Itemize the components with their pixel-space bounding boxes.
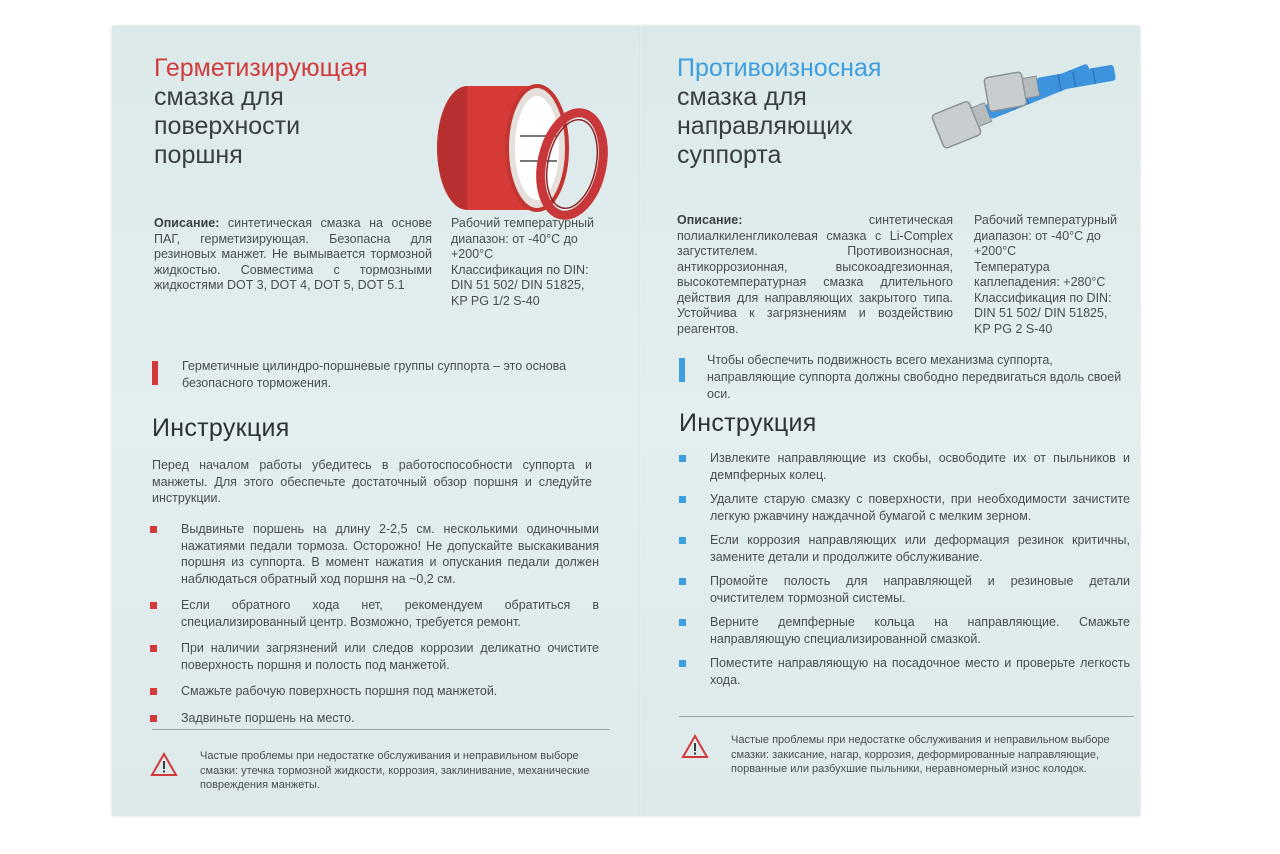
right-heading: Инструкция: [679, 409, 817, 437]
step-bullet: [150, 688, 157, 695]
right-step: [710, 450, 1130, 483]
left-warning: Частые проблемы при недостатке обслуживания и неправильном выборе смазки: утечка тормозной жидкости, коррозия, заклинивание, механические повреждения манжеты.: [200, 750, 590, 791]
right-spec-line2: диапазон: от -40°С до: [974, 228, 1101, 243]
right-page: [641, 26, 1140, 816]
right-step-text: Промойте полость для направляющей и резиновые детали очистителем тормозной системы.: [710, 574, 1130, 605]
step-bullet: [679, 537, 686, 544]
right-spec-line1: Рабочий температурный: [974, 213, 1117, 227]
left-step-text: Если обратного хода нет, рекомендуем обратиться в специализированный центр. Возможно, требуется ремонт.: [181, 598, 599, 629]
left-step: [181, 597, 599, 630]
right-title: [677, 54, 881, 170]
right-step-text: Если коррозия направляющих или деформация резинок критичны, замените детали и продолжите обслуживание.: [710, 533, 1130, 564]
right-description: [677, 213, 953, 337]
right-step: [710, 573, 1130, 606]
left-description-label: Описание:: [154, 216, 220, 230]
right-note-bar: [679, 358, 685, 382]
right-spec-line4: Температура: [974, 259, 1050, 274]
right-step-text: Поместите направляющую на посадочное место и проверьте легкость хода.: [710, 656, 1130, 687]
left-specs: [451, 216, 621, 309]
right-spec-line5: каплепадения: +280°С: [974, 275, 1106, 289]
right-warning: Частые проблемы при недостатке обслуживания и неправильном выборе смазки: закисание, нагар, коррозия, деформированные направляющие, порванные или разбухшие пыльники, неравномерный износ колодок.: [731, 734, 1110, 775]
right-spec-line7: DIN 51 502/ DIN 51825,: [974, 306, 1108, 320]
right-step-text: Удалите старую смазку с поверхности, при необходимости зачистите легкую ржавчину наждачной бумагой с мелким зерном.: [710, 492, 1130, 523]
left-spec-line3: +200°С: [451, 247, 494, 261]
left-title: [154, 54, 368, 170]
right-specs: [974, 213, 1134, 337]
step-bullet: [150, 526, 157, 533]
step-bullet: [150, 602, 157, 609]
left-spec-line5: DIN 51 502/ DIN 51825,: [451, 278, 585, 292]
right-step: [710, 532, 1130, 565]
step-bullet: [679, 578, 686, 585]
left-title-accent: Герметизирующая: [154, 54, 368, 82]
left-steps: [181, 521, 599, 726]
right-step: [710, 655, 1130, 688]
left-step-text: Выдвиньте поршень на длину 2-2,5 см. несколькими одиночными нажатиями педали тормоза. Осторожно! Не допускайте выскакивания поршня из суппорта. В момент нажатия и опускания педали должен наблюдаться обратный ход поршня на ~0,2 см.: [181, 522, 599, 586]
left-heading: Инструкция: [152, 414, 290, 442]
left-spec-line1: Рабочий температурный: [451, 216, 594, 230]
left-spec-line6: KP PG 1/2 S-40: [451, 293, 540, 308]
right-step: [710, 614, 1130, 647]
step-bullet: [150, 715, 157, 722]
left-step-text: Смажьте рабочую поверхность поршня под манжетой.: [181, 684, 498, 698]
left-step: [181, 710, 599, 727]
right-note: Чтобы обеспечить подвижность всего механизма суппорта, направляющие суппорта должны свободно передвигаться вдоль своей оси.: [707, 353, 1122, 401]
right-title-accent: Противоизносная: [677, 54, 882, 82]
left-note-bar: [152, 361, 158, 385]
right-description-label: Описание:: [677, 213, 743, 227]
step-bullet: [679, 660, 686, 667]
left-step: [181, 640, 599, 673]
warning-icon: [150, 752, 178, 777]
right-title-line4: суппорта: [677, 141, 782, 169]
left-step: [181, 683, 599, 700]
left-title-line3: поверхности: [154, 112, 301, 140]
left-spec-line4: Классификация по DIN:: [451, 262, 589, 277]
right-step: [710, 491, 1130, 524]
step-bullet: [679, 619, 686, 626]
right-title-line3: направляющих: [677, 112, 853, 140]
step-bullet: [150, 645, 157, 652]
right-step-text: Извлеките направляющие из скобы, освободите их от пыльников и демпферных колец.: [710, 451, 1130, 482]
piston-seal-illustration: [422, 66, 617, 226]
left-title-line2: смазка для: [154, 83, 284, 111]
left-intro: Перед началом работы убедитесь в работоспособности суппорта и манжеты. Для этого обеспечьте достаточный обзор поршня и следуйте инструкции.: [152, 458, 592, 505]
left-step-text: При наличии загрязнений или следов коррозии деликатно очистите поверхность поршня и полость под манжетой.: [181, 641, 599, 672]
left-page: [112, 26, 639, 816]
right-description-text: синтетическая полиалкиленгликолевая смазка с Li-Complex загустителем. Противоизносная, антикоррозионная, высокоадгезионная, высокотемпературная смазка длительного действия для направляющих закрытого типа. Устойчива к загрязнениям и воздействию реагентов.: [677, 213, 953, 336]
right-title-line2: смазка для: [677, 83, 807, 111]
warning-icon: [681, 734, 709, 759]
right-spec-line3: +200°С: [974, 244, 1017, 258]
left-divider: [152, 729, 610, 730]
guide-pin-bolts-illustration: [911, 54, 1121, 224]
left-description: [154, 216, 432, 294]
right-spec-line6: Классификация по DIN:: [974, 290, 1112, 305]
left-note: Герметичные цилиндро-поршневые группы суппорта – это основа безопасного торможения.: [182, 359, 567, 390]
step-bullet: [679, 496, 686, 503]
left-step-text: Задвиньте поршень на место.: [181, 710, 355, 725]
left-title-line4: поршня: [154, 141, 243, 169]
right-divider: [679, 716, 1134, 717]
right-steps: [710, 450, 1130, 688]
right-spec-line8: KP PG 2 S-40: [974, 321, 1053, 336]
step-bullet: [679, 455, 686, 462]
left-description-text: синтетическая смазка на основе ПАГ, герметизирующая. Безопасна для резиновых манжет. Не вымывается тормозной жидкостью. Совместима с тормозными жидкостями DOT 3, DOT 4, DOT 5, DOT 5.1: [154, 216, 432, 292]
left-step: [181, 521, 599, 587]
left-spec-line2: диапазон: от -40°С до: [451, 231, 578, 246]
right-step-text: Верните демпферные кольца на направляющие. Смажьте направляющую специализированной смазкой.: [710, 615, 1130, 646]
